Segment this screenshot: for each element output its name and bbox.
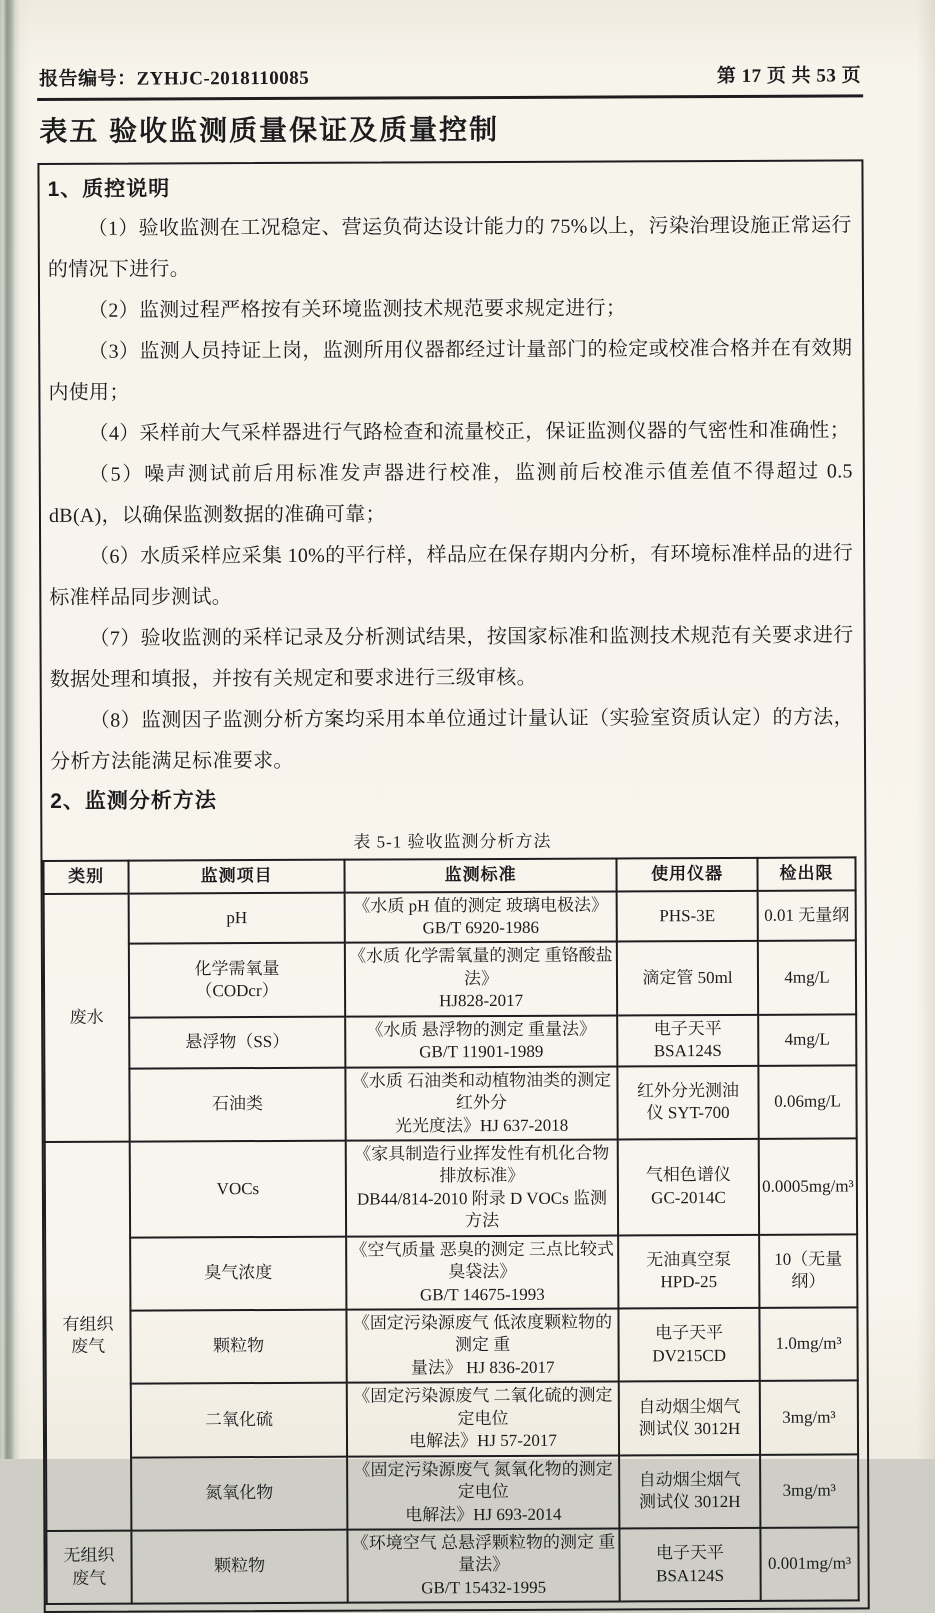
page-binding-edge [0,0,30,1459]
column-header-category: 类别 [43,860,128,893]
limit-cell: 3mg/m³ [760,1454,858,1528]
instrument-cell: PHS-3E [617,890,758,941]
document-title: 表五 验收监测质量保证及质量控制 [39,113,500,147]
limit-cell: 0.01 无量纲 [758,890,856,941]
content-box [37,159,869,1613]
instrument-cell: 气相色谱仪 GC-2014C [618,1139,759,1235]
column-header-instrument: 使用仪器 [616,857,757,891]
limit-cell: 3mg/m³ [760,1381,858,1455]
item-cell: 二氧化硫 [131,1383,347,1457]
table-row [44,1065,856,1142]
item-cell: 颗粒物 [131,1530,347,1604]
table-row [44,890,856,944]
document-header [37,60,863,101]
item-cell: 石油类 [129,1067,345,1141]
limit-cell: 0.0005mg/m³ [759,1138,857,1234]
section-1-heading: 1、质控说明 [47,177,171,201]
qc-paragraph-4: （4）采样前大气采样器进行气路检查和流量校正，保证监测仪器的气密性和准确性； [88,419,851,445]
instrument-cell: 自动烟尘烟气 测试仪 3012H [619,1455,760,1529]
item-cell: 化学需氧量 （CODcr） [129,943,345,1017]
standard-cell: 《水质 化学需氧量的测定 重铬酸盐法》 HJ828-2017 [345,942,617,1016]
item-cell: 悬浮物（SS） [129,1016,345,1068]
item-cell: 臭气浓度 [130,1236,346,1310]
item-cell: pH [129,892,345,944]
standard-cell: 《水质 悬浮物的测定 重量法》 GB/T 11901-1989 [345,1015,617,1067]
column-header-limit: 检出限 [757,857,855,890]
instrument-cell: 无油真空泵 HPD-25 [618,1235,759,1309]
item-cell: VOCs [130,1141,346,1238]
limit-cell: 4mg/L [758,1014,856,1065]
table-row [44,1014,856,1068]
table-header-row [43,857,855,894]
qc-paragraph-2: （2）监测过程严格按有关环境监测技术规范要求规定进行； [88,297,627,322]
instrument-cell: 电子天平 DV215CD [618,1308,759,1382]
instrument-cell: 自动烟尘烟气 测试仪 3012H [619,1381,760,1455]
standard-cell: 《空气质量 恶臭的测定 三点比较式臭袋法》 GB/T 14675-1993 [346,1235,618,1309]
report-number: 报告编号：ZYHJC-2018110085 [39,67,310,90]
table-row [44,941,856,1018]
qc-paragraph-7: （7）验收监测的采样记录及分析测试结果，按国家标准和监测技术规范有关要求进行数据处理和填报，并按有关规定和要求进行三级审核。 [49,624,854,691]
table-row [46,1381,858,1458]
instrument-cell: 电子天平 BSA124S [619,1528,760,1602]
qc-paragraph-5: （5）噪声测试前后用标准发声器进行校准，监测前后校准示值差值不得超过 0.5 dB(A)，以确保监测数据的准确可靠； [48,460,853,527]
instrument-cell: 电子天平 BSA124S [617,1015,758,1066]
table-caption: 表 5-1 验收监测分析方法 [353,831,552,852]
table-row [45,1138,857,1237]
section-2-heading: 2、监测分析方法 [50,789,217,813]
standard-cell: 《水质 石油类和动植物油类的测定 红外分 光光度法》HJ 637-2018 [345,1066,617,1140]
analysis-methods-table [42,856,859,1605]
limit-cell: 10（无量纲） [759,1234,857,1308]
column-header-standard: 监测标准 [344,858,616,892]
qc-paragraph-3: （3）监测人员持证上岗，监测所用仪器都经过计量部门的检定或校准合格并在有效期内使用； [48,337,853,404]
category-cell-organized-exhaust: 有组织 废气 [45,1142,132,1531]
standard-cell: 《固定污染源废气 氮氧化物的测定 定电位 电解法》HJ 693-2014 [347,1455,619,1529]
limit-cell: 0.06mg/L [758,1065,856,1139]
limit-cell: 4mg/L [758,941,856,1015]
instrument-cell: 红外分光测油 仪 SYT-700 [617,1066,758,1140]
table-row [46,1454,858,1531]
limit-cell: 1.0mg/m³ [759,1307,857,1381]
table-row [45,1307,857,1384]
instrument-cell: 滴定管 50ml [617,941,758,1015]
item-cell: 氮氧化物 [131,1456,347,1530]
standard-cell: 《固定污染源废气 低浓度颗粒物的测定 重 量法》 HJ 836-2017 [346,1309,618,1383]
standard-cell: 《水质 pH 值的测定 玻璃电极法》 GB/T 6920-1986 [345,891,617,943]
item-cell: 颗粒物 [130,1310,346,1384]
standard-cell: 《家具制造行业挥发性有机化合物排放标准》 DB44/814-2010 附录 D VOCs 监测方法 [346,1139,618,1236]
qc-paragraph-8: （8）监测因子监测分析方案均采用本单位通过计量认证（实验室资质认定）的方法，分析方法能满足标准要求。 [49,706,854,773]
column-header-item: 监测项目 [128,859,344,893]
page-content [37,60,870,1613]
limit-cell: 0.001mg/m³ [760,1527,858,1601]
qc-paragraph-1: （1）验收监测在工况稳定、营运负荷达设计能力的 75%以上，污染治理设施正常运行的情况下进行。 [47,214,852,281]
table-row [45,1234,857,1311]
page-indicator: 第 17 页 共 53 页 [716,65,862,88]
table-row [46,1527,858,1604]
standard-cell: 《固定污染源废气 二氧化硫的测定 定电位 电解法》HJ 57-2017 [347,1382,619,1456]
page-edge-shadow [917,0,935,1459]
qc-paragraph-6: （6）水质采样应采集 10%的平行样，样品应在保存期内分析，有环境标准样品的进行标准样品同步测试。 [49,542,854,609]
category-cell-wastewater: 废水 [44,893,130,1142]
category-cell-fugitive-exhaust: 无组织 废气 [46,1531,131,1605]
standard-cell: 《环境空气 总悬浮颗粒物的测定 重量法》 GB/T 15432-1995 [347,1528,619,1602]
